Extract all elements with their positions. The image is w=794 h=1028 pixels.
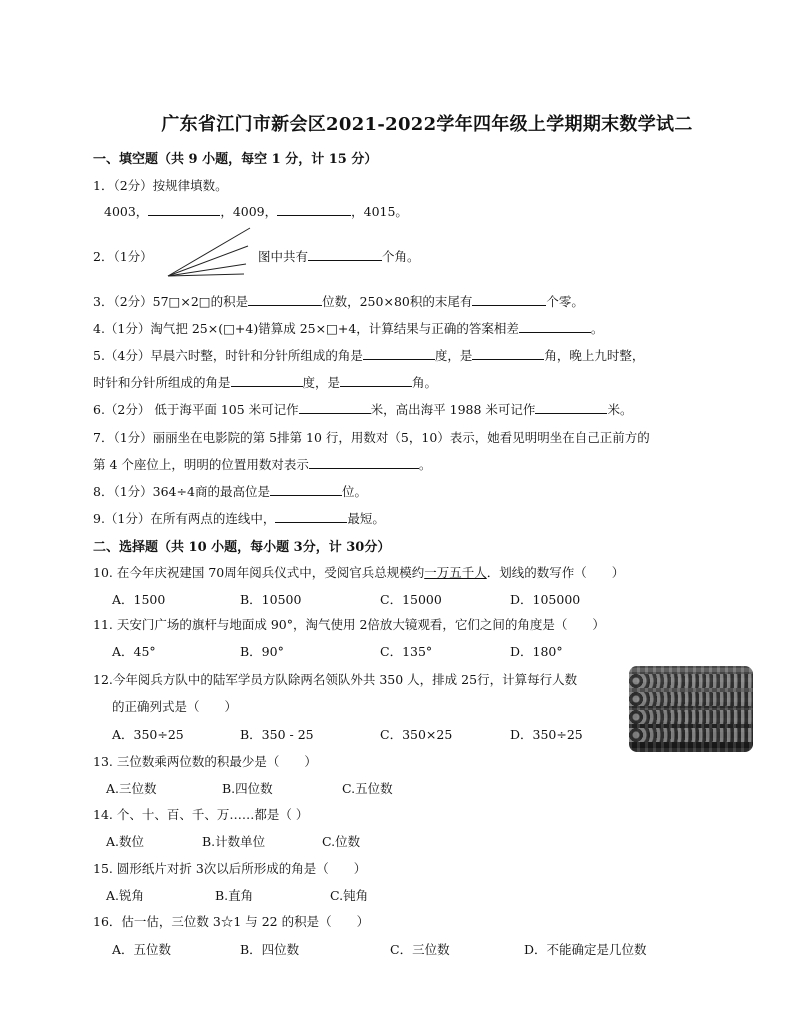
- question-9: [93, 509, 385, 527]
- q14-option-b[interactable]: B.计数单位: [202, 834, 266, 849]
- q12-option-a[interactable]: A．350÷25: [112, 727, 184, 742]
- question-2-number: 2．（1分）: [93, 249, 153, 264]
- q15-option-a[interactable]: A.锐角: [106, 888, 145, 903]
- q13-option-c[interactable]: C.五位数: [342, 781, 393, 796]
- q10-underlined: 一万五千人: [424, 565, 487, 580]
- q10-part-b: ．划线的数写作（ ）: [486, 565, 625, 580]
- q16-option-c[interactable]: C．三位数: [390, 942, 450, 957]
- q10-part-a: 10. 在今年庆祝建国 70周年阅兵仪式中，受阅官兵总规模约: [93, 565, 425, 580]
- question-12-line-1: 12.今年阅兵方队中的陆军学员方队除两名领队外共 350 人，排成 25行，计算每行人数: [93, 672, 578, 687]
- question-1-sequence: [104, 202, 408, 220]
- q3-part-b: 位数，250×80积的末尾有: [322, 294, 473, 309]
- answer-blank[interactable]: [535, 401, 607, 414]
- q14-option-c[interactable]: C.位数: [322, 834, 361, 849]
- q12-option-c[interactable]: C．350×25: [380, 727, 453, 742]
- q3-part-c: 个零。: [546, 294, 584, 309]
- q7-part-c: 。: [418, 457, 432, 472]
- answer-blank[interactable]: [519, 320, 591, 333]
- q1-part-c: ，4015。: [351, 204, 408, 219]
- question-12-line-2: 的正确列式是（ ）: [112, 699, 238, 714]
- q2-part-a: 图中共有: [258, 249, 309, 264]
- question-13-stem: 13. 三位数乘两位数的积最少是（ ）: [93, 754, 317, 769]
- q11-option-d[interactable]: D．180°: [510, 644, 563, 659]
- question-8: [93, 482, 367, 500]
- answer-blank[interactable]: [148, 203, 220, 216]
- question-10-stem: [93, 563, 624, 581]
- question-1-stem: 1．（2分）按规律填数。: [93, 178, 228, 193]
- answer-blank[interactable]: [248, 293, 322, 306]
- question-3: [93, 292, 584, 310]
- q5-part-d: 时针和分针所组成的角是: [93, 375, 231, 390]
- question-15-stem: 15. 圆形纸片对折 3次以后所形成的角是（ ）: [93, 861, 367, 876]
- question-16-stem: 16．估一估，三位数 3☆1 与 22 的积是（ ）: [93, 914, 370, 929]
- question-5-line-2: [93, 373, 437, 391]
- answer-blank[interactable]: [340, 374, 412, 387]
- q13-option-b[interactable]: B.四位数: [222, 781, 273, 796]
- question-6: [93, 400, 632, 418]
- ray-1: [168, 228, 250, 276]
- section-2-heading: 二、选择题（共 10 小题，每小题 3分，计 30分）: [93, 540, 391, 555]
- q8-part-a: 8．（1分）364÷4商的最高位是: [93, 484, 270, 499]
- q5-part-f: 角。: [412, 375, 438, 390]
- q4-part-b: 。: [590, 321, 604, 336]
- answer-blank[interactable]: [472, 293, 546, 306]
- q11-option-a[interactable]: A．45°: [112, 644, 156, 659]
- q4-part-a: 4.（1分）淘气把 25×(□+4)错算成 25×□+4，计算结果与正确的答案相差: [93, 321, 519, 336]
- q11-option-c[interactable]: C．135°: [380, 644, 433, 659]
- question-5-line-1: [93, 346, 644, 364]
- q5-part-e: 度，是: [302, 375, 341, 390]
- q12-option-d[interactable]: D．350÷25: [510, 727, 583, 742]
- q1-part-b: ，4009，: [220, 204, 278, 219]
- q5-part-c: 角，晚上九时整，: [544, 348, 645, 363]
- answer-blank[interactable]: [299, 401, 371, 414]
- answer-blank[interactable]: [309, 456, 419, 469]
- question-11-stem: 11. 天安门广场的旗杆与地面成 90°，淘气使用 2倍放大镜观看，它们之间的角度是（ ）: [93, 617, 605, 632]
- q11-option-b[interactable]: B．90°: [240, 644, 284, 659]
- answer-blank[interactable]: [363, 347, 435, 360]
- question-2-text: [258, 247, 420, 265]
- q12-option-b[interactable]: B．350 - 25: [240, 727, 314, 742]
- question-7-line-1: 7．（1分）丽丽坐在电影院的第 5排第 10 行，用数对（5，10）表示，她看见明明坐在自己正前方的: [93, 430, 650, 445]
- q16-option-b[interactable]: B．四位数: [240, 942, 300, 957]
- q16-option-d[interactable]: D．不能确定是几位数: [524, 942, 647, 957]
- q7-part-b: 第 4 个座位上，明明的位置用数对表示: [93, 457, 309, 472]
- page-title: 广东省江门市新会区2021-2022学年四年级上学期期末数学试二: [161, 114, 693, 135]
- ray-2: [168, 246, 248, 276]
- answer-blank[interactable]: [231, 374, 303, 387]
- q6-part-a: 6.（2分） 低于海平面 105 米可记作: [93, 402, 299, 417]
- q5-part-a: 5.（4分）早晨六时整，时针和分针所组成的角是: [93, 348, 363, 363]
- question-7-line-2: [93, 455, 431, 473]
- q8-part-b: 位。: [341, 484, 367, 499]
- q1-part-a: 4003，: [104, 204, 149, 219]
- q14-option-a[interactable]: A.数位: [106, 834, 145, 849]
- q6-part-b: 米，高出海平 1988 米可记作: [370, 402, 536, 417]
- q2-part-b: 个角。: [382, 249, 420, 264]
- section-1-heading: 一、填空题（共 9 小题，每空 1 分，计 15 分）: [93, 152, 378, 167]
- q10-option-c[interactable]: C．15000: [380, 592, 442, 607]
- question-14-stem: 14. 个、十、百、千、万……都是（ ）: [93, 807, 309, 822]
- answer-blank[interactable]: [275, 510, 347, 523]
- q15-option-c[interactable]: C.钝角: [330, 888, 369, 903]
- rays-angle-diagram: [164, 224, 254, 280]
- q15-option-b[interactable]: B.直角: [215, 888, 254, 903]
- q9-part-b: 最短。: [347, 511, 385, 526]
- q3-part-a: 3．（2分）57□×2□的积是: [93, 294, 249, 309]
- q9-part-a: 9.（1分）在所有两点的连线中，: [93, 511, 276, 526]
- q16-option-a[interactable]: A．五位数: [112, 942, 172, 957]
- q10-option-a[interactable]: A．1500: [112, 592, 166, 607]
- answer-blank[interactable]: [308, 248, 382, 261]
- answer-blank[interactable]: [472, 347, 544, 360]
- answer-blank[interactable]: [270, 483, 342, 496]
- question-4: [93, 319, 603, 337]
- q5-part-b: 度，是: [434, 348, 473, 363]
- answer-blank[interactable]: [277, 203, 351, 216]
- q6-part-c: 米。: [607, 402, 633, 417]
- parade-photo: [629, 666, 753, 752]
- q10-option-b[interactable]: B．10500: [240, 592, 302, 607]
- q13-option-a[interactable]: A.三位数: [106, 781, 157, 796]
- q10-option-d[interactable]: D．105000: [510, 592, 581, 607]
